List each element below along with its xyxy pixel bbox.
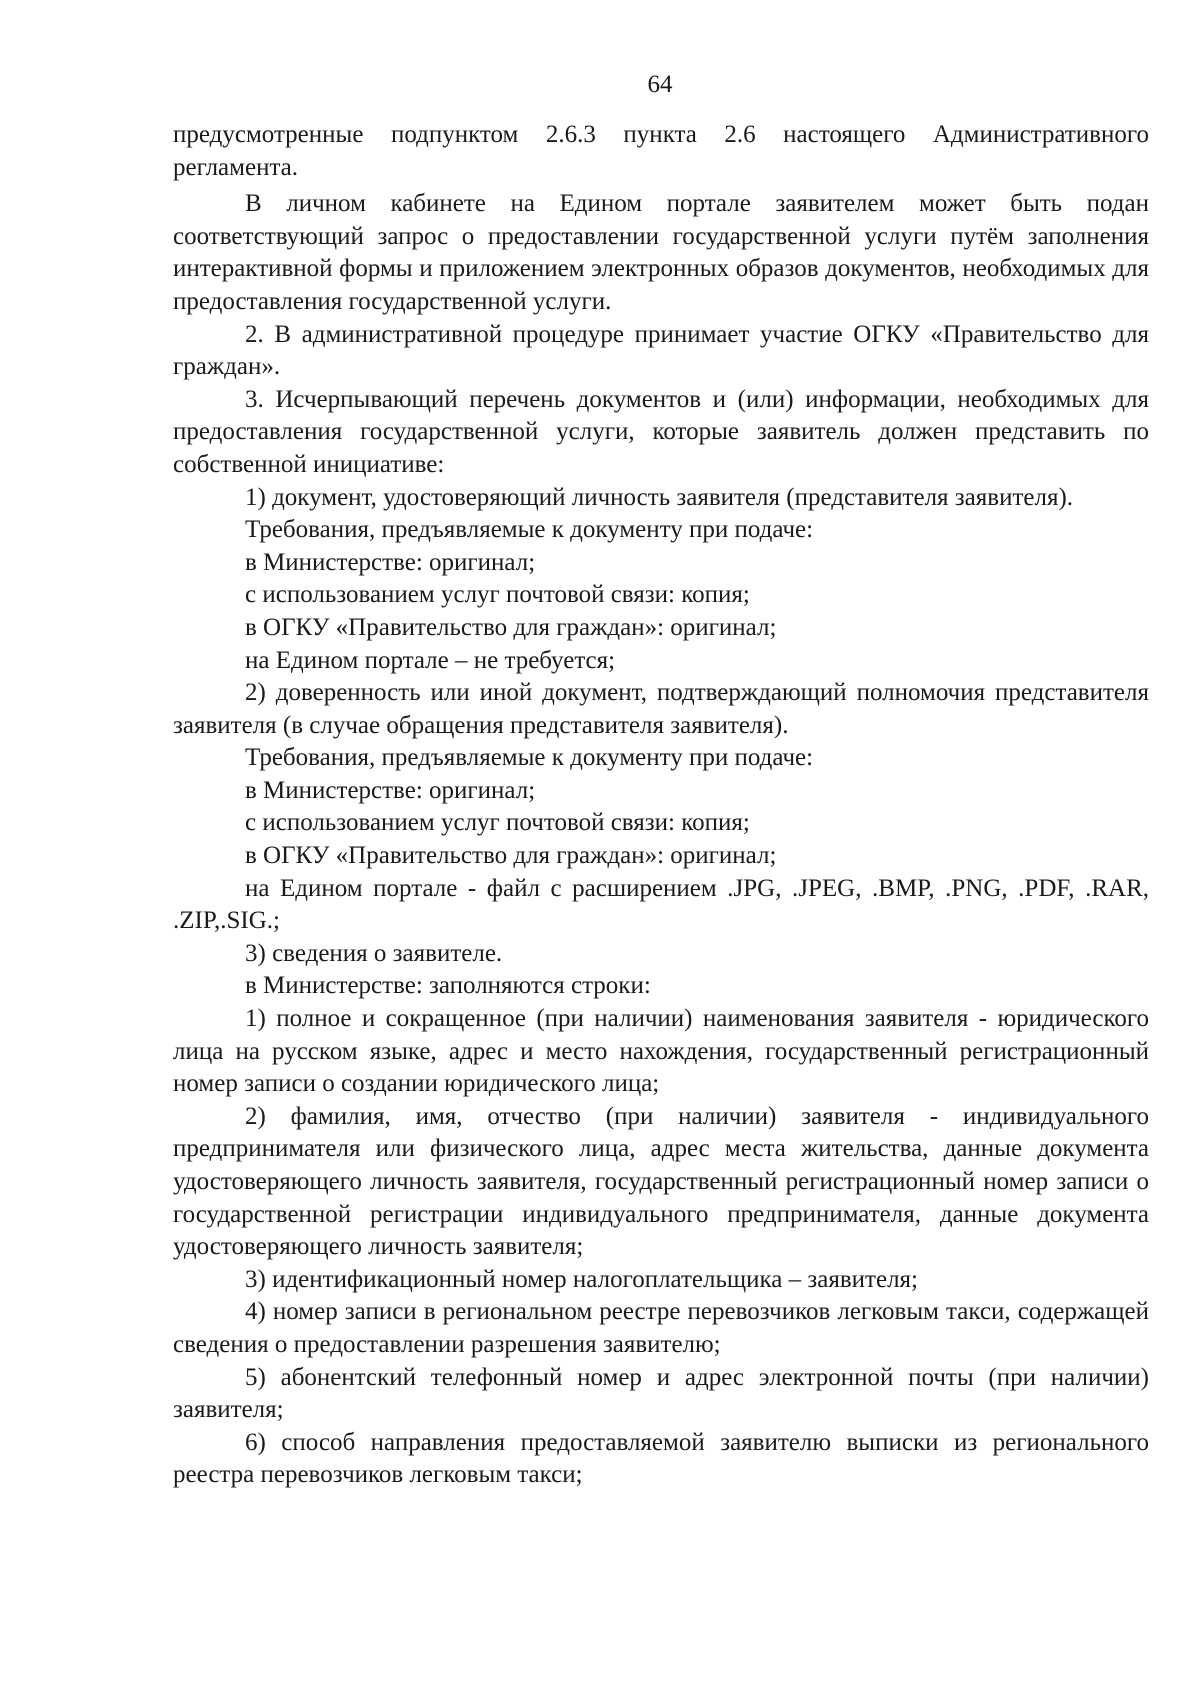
- paragraph: в ОГКУ «Правительство для граждан»: оригинал;: [245, 842, 777, 870]
- paragraph: 2) фамилия, имя, отчество (при наличии) заявителя - индивидуального предпринимателя или физического лица, адрес места жительства, данные документа удостоверяющего личность заявителя, государственный регистрационный номер записи о государственной регистрации индивидуального предпринимателя, данные документа удостоверяющего личность заявителя;: [173, 1102, 1149, 1261]
- paragraph: Требования, предъявляемые к документу при подаче:: [245, 744, 814, 772]
- paragraph: 4) номер записи в региональном реестре перевозчиков легковым такси, содержащей сведения о предоставлении разрешения заявителю;: [173, 1298, 1149, 1358]
- paragraph: в Министерстве: заполняются строки:: [245, 972, 651, 1000]
- paragraph: 5) абонентский телефонный номер и адрес электронной почты (при наличии) заявителя;: [173, 1363, 1149, 1424]
- paragraph: с использованием услуг почтовой связи: копия;: [245, 809, 750, 837]
- paragraph: в Министерстве: оригинал;: [245, 776, 536, 804]
- paragraph: 3. Исчерпывающий перечень документов и (или) информации, необходимых для предоставления государственной услуги, которые заявитель должен представить по собственной инициативе:: [173, 385, 1149, 478]
- paragraph: предусмотренные подпунктом 2.6.3 пункта 2.6 настоящего Административного регламента.: [173, 121, 1149, 181]
- paragraph: Требования, предъявляемые к документу при подаче:: [245, 516, 814, 544]
- paragraph: 2) доверенность или иной документ, подтверждающий полномочия представителя заявителя (в случае обращения представителя заявителя).: [173, 679, 1149, 739]
- paragraph: 3) идентификационный номер налогоплательщика – заявителя;: [245, 1265, 918, 1293]
- paragraph: в ОГКУ «Правительство для граждан»: оригинал;: [245, 613, 777, 641]
- paragraph: на Едином портале – не требуется;: [245, 646, 616, 674]
- paragraph: 2. В административной процедуре принимает участие ОГКУ «Правительство для граждан».: [173, 320, 1149, 381]
- paragraph: на Едином портале - файл с расширением .JPG, .JPEG, .BMP, .PNG, .PDF, .RAR, .ZIP,.SIG.;: [173, 874, 1149, 935]
- paragraph: 6) способ направления предоставляемой заявителю выписки из регионального реестра перевозчиков легковым такси;: [173, 1428, 1149, 1489]
- document-body: [173, 119, 1149, 1492]
- paragraph: 3) сведения о заявителе.: [245, 939, 503, 967]
- paragraph: В личном кабинете на Едином портале заявителем может быть подан соответствующий запрос о предоставлении государственной услуги путём заполнения интерактивной формы и приложением электронных образов документов, необходимых для предоставления государственной услуги.: [173, 190, 1149, 315]
- paragraph: 1) полное и сокращенное (при наличии) наименования заявителя - юридического лица на русском языке, адрес и место нахождения, государственный регистрационный номер записи о создании юридического лица;: [173, 1005, 1149, 1098]
- paragraph: в Министерстве: оригинал;: [245, 548, 536, 576]
- page-number: 64: [647, 71, 673, 98]
- paragraph: 1) документ, удостоверяющий личность заявителя (представителя заявителя).: [245, 483, 1074, 511]
- paragraph: с использованием услуг почтовой связи: копия;: [245, 581, 750, 609]
